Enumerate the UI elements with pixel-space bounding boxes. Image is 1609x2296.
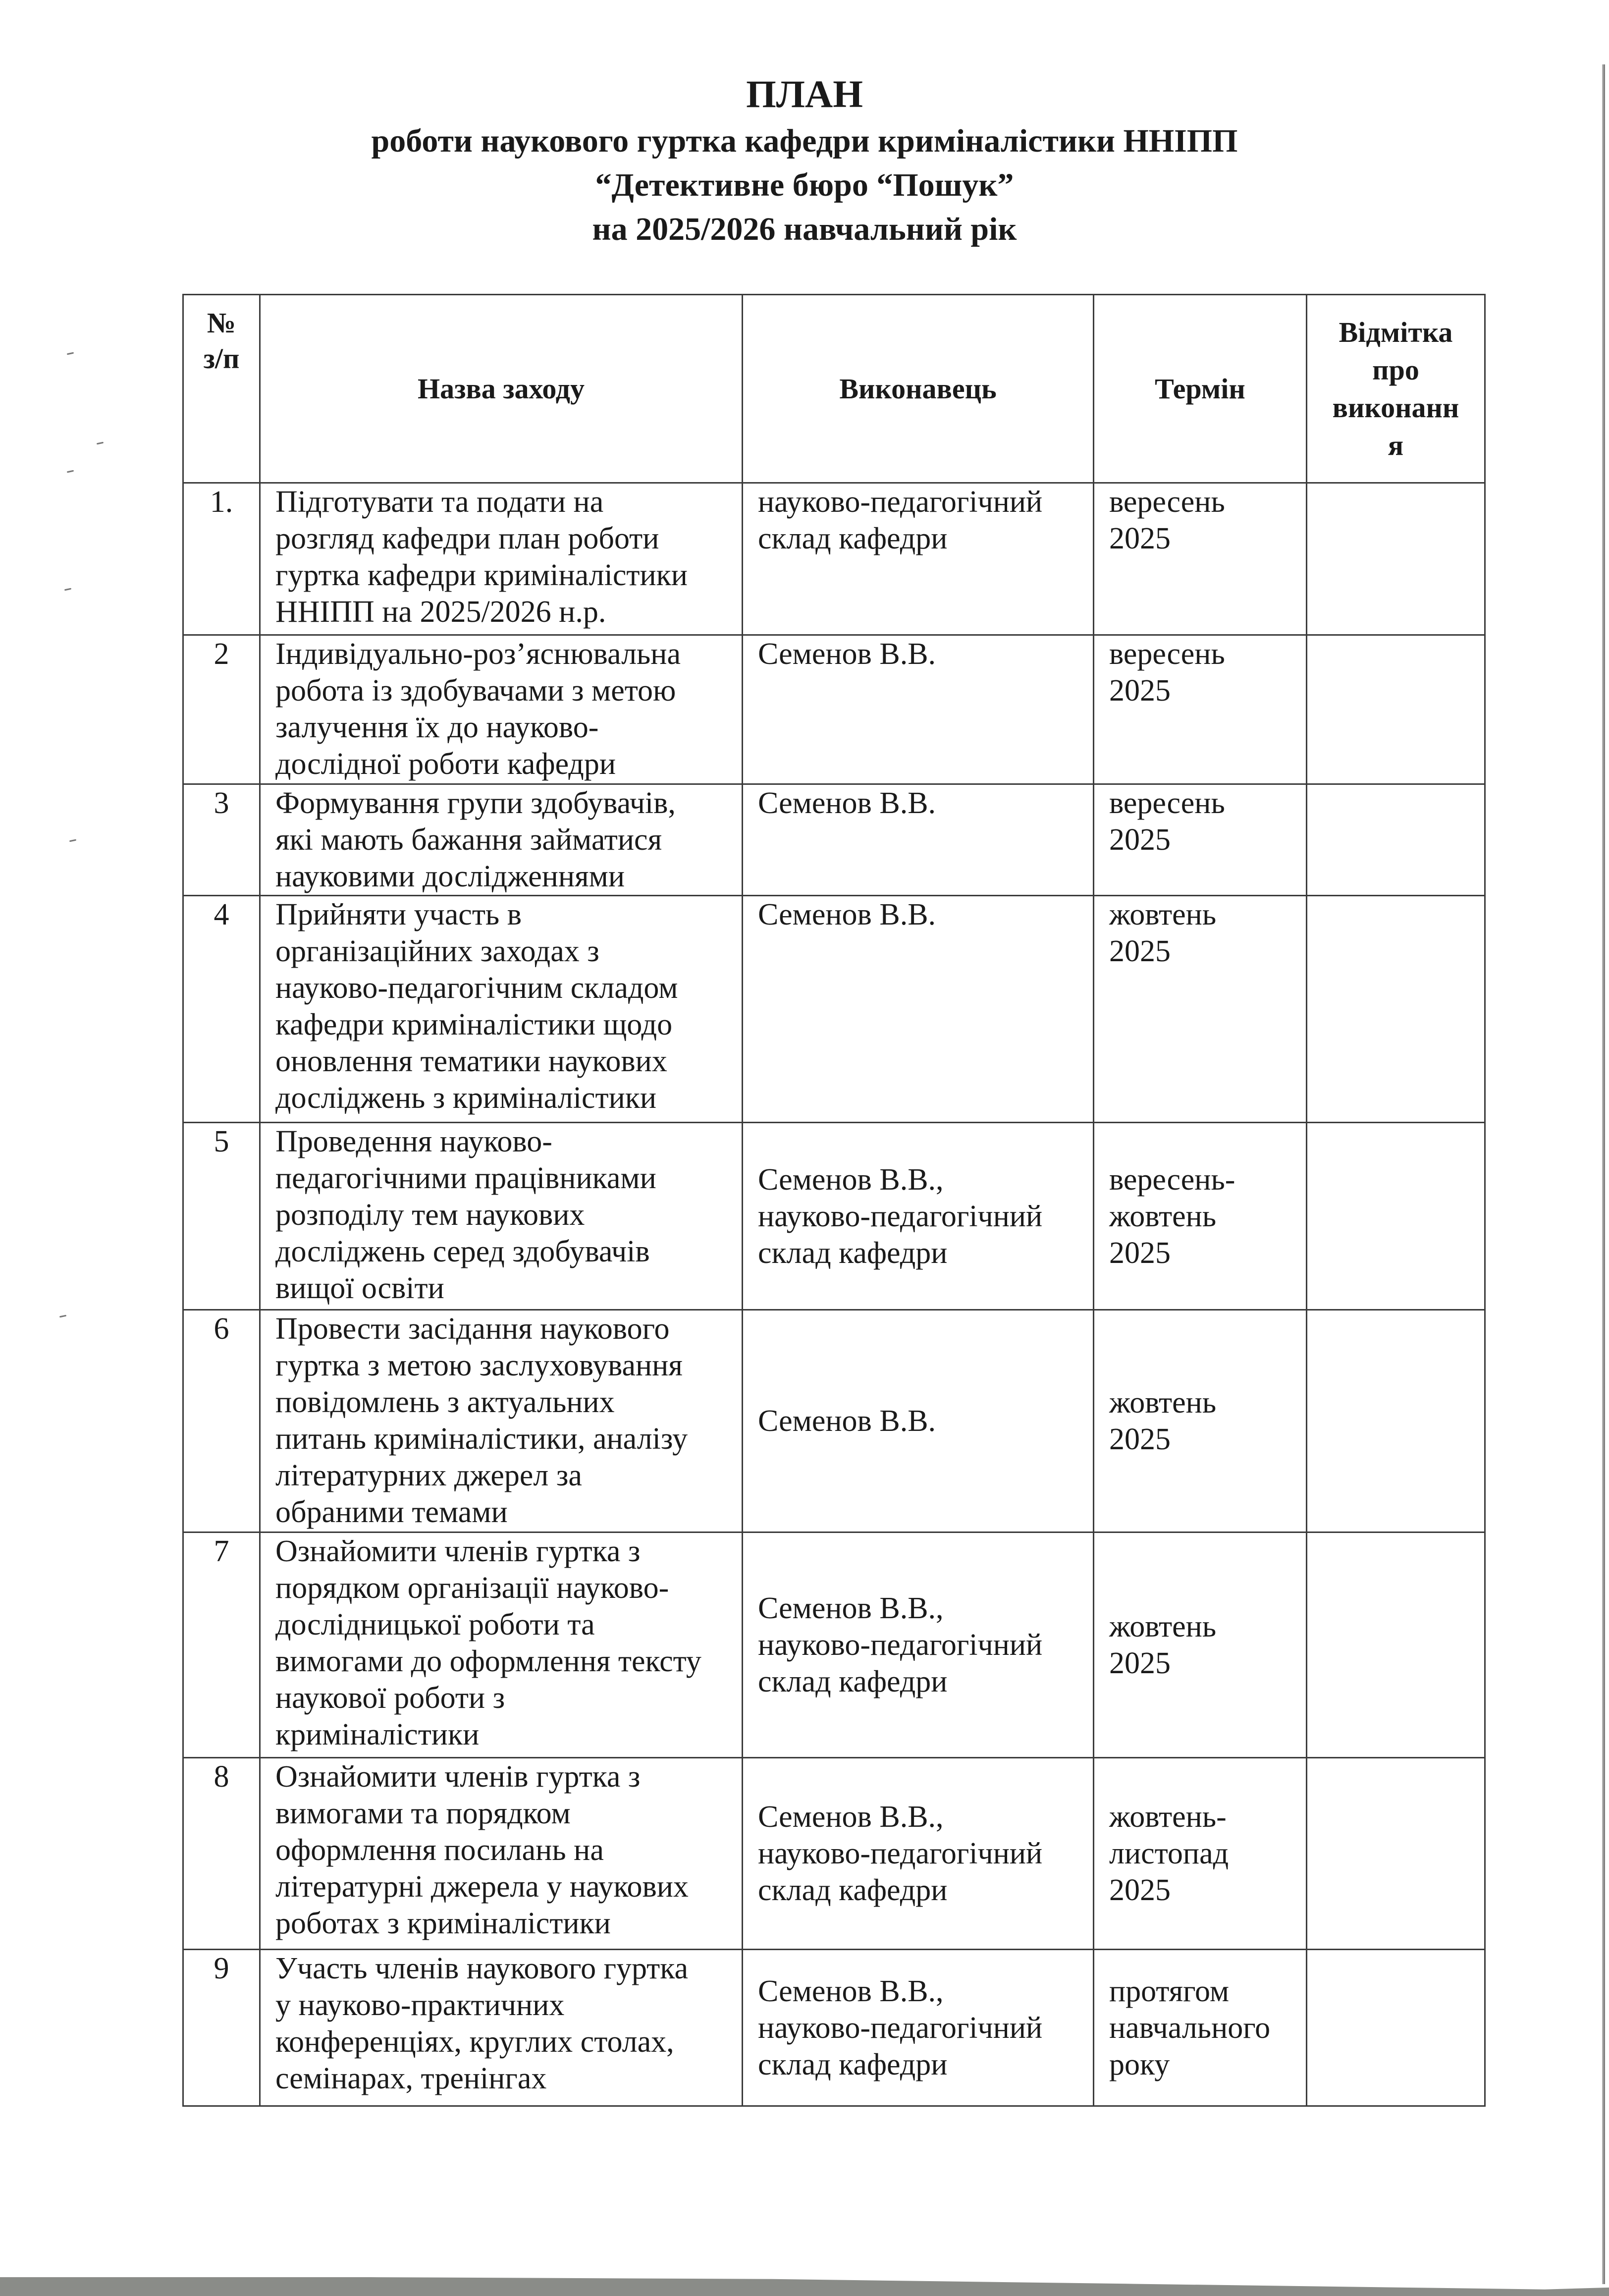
event-name-cell bbox=[260, 1310, 743, 1532]
executor: Семенов В.В. bbox=[758, 1404, 936, 1438]
table-row bbox=[183, 1310, 1485, 1532]
row-number: 2 bbox=[183, 635, 260, 784]
row-number: 1. bbox=[183, 483, 260, 635]
header-number bbox=[183, 295, 260, 483]
term-cell bbox=[1094, 483, 1307, 635]
table-row bbox=[183, 483, 1485, 635]
event-name-cell bbox=[260, 896, 743, 1123]
scan-speck bbox=[67, 352, 74, 355]
term: вересень- жовтень 2025 bbox=[1109, 1162, 1235, 1270]
scan-speck bbox=[64, 588, 71, 591]
term: жовтень 2025 bbox=[1109, 1386, 1217, 1456]
header-event-name bbox=[260, 295, 743, 483]
document-subtitle-line: роботи наукового гуртка кафедри криміналістики ННІПП bbox=[371, 123, 1238, 159]
term-cell bbox=[1094, 1950, 1307, 2106]
scan-speck bbox=[97, 442, 104, 445]
table-row bbox=[183, 1123, 1485, 1310]
completion-mark-cell bbox=[1307, 896, 1485, 1123]
term-cell bbox=[1094, 1310, 1307, 1532]
term: протягом навчального року bbox=[1109, 1974, 1271, 2081]
row-number: 6 bbox=[183, 1310, 260, 1532]
executor-cell bbox=[743, 784, 1094, 896]
completion-mark-cell bbox=[1307, 1532, 1485, 1758]
row-number: 9 bbox=[183, 1950, 260, 2106]
header-executor bbox=[743, 295, 1094, 483]
header-completion-mark bbox=[1307, 295, 1485, 483]
document-subtitle-line: “Детективне бюро “Пошук” bbox=[595, 167, 1014, 203]
executor: Семенов В.В., науково-педагогічний склад кафедри bbox=[758, 1591, 1043, 1698]
event-name: Ознайомити членів гуртка з порядком організації науково- дослідницької роботи та вимогами до оформлення тексту наукової роботи з криміналістики bbox=[275, 1534, 701, 1751]
event-name: Ознайомити членів гуртка з вимогами та порядком оформлення посилань на літературні джерела у наукових роботах з криміналістики bbox=[275, 1760, 689, 1940]
document-title-block bbox=[0, 69, 1609, 251]
event-name: Підготувати та подати на розгляд кафедри план роботи гуртка кафедри криміналістики ННІПП на 2025/2026 н.р. bbox=[275, 485, 688, 629]
executor: Семенов В.В., науково-педагогічний склад кафедри bbox=[758, 1162, 1043, 1270]
event-name-cell bbox=[260, 1532, 743, 1758]
executor-cell bbox=[743, 1532, 1094, 1758]
table-row bbox=[183, 1950, 1485, 2106]
scan-speck bbox=[59, 1315, 66, 1318]
event-name-cell bbox=[260, 483, 743, 635]
term: вересень 2025 bbox=[1109, 786, 1225, 857]
event-name-cell bbox=[260, 635, 743, 784]
table-row bbox=[183, 1532, 1485, 1758]
event-name: Проведення науково- педагогічними працівниками розподілу тем наукових досліджень серед здобувачів вищої освіти bbox=[275, 1125, 656, 1305]
table-header-row bbox=[183, 295, 1485, 483]
row-number: 3 bbox=[183, 784, 260, 896]
event-name-cell bbox=[260, 1123, 743, 1310]
scan-page-edge-bottom bbox=[0, 2277, 1609, 2296]
term-cell bbox=[1094, 1758, 1307, 1950]
executor: науково-педагогічний склад кафедри bbox=[758, 485, 1043, 555]
executor-cell bbox=[743, 1950, 1094, 2106]
event-name-cell bbox=[260, 1950, 743, 2106]
executor: Семенов В.В. bbox=[758, 786, 936, 820]
table-row bbox=[183, 784, 1485, 896]
event-name: Провести засідання наукового гуртка з метою заслуховування повідомлень з актуальних питань криміналістики, аналізу літературних джерел за обраними темами bbox=[275, 1312, 688, 1529]
header-event-name-label: Назва заходу bbox=[417, 372, 585, 405]
row-number: 5 bbox=[183, 1123, 260, 1310]
term: жовтень 2025 bbox=[1109, 898, 1217, 968]
event-name: Участь членів наукового гуртка у науково-практичних конференціях, круглих столах, семінарах, тренінгах bbox=[275, 1952, 688, 2095]
event-name: Формування групи здобувачів, які мають бажання займатися науковими дослідженнями bbox=[275, 786, 676, 893]
completion-mark-cell bbox=[1307, 1950, 1485, 2106]
event-name-cell bbox=[260, 784, 743, 896]
scan-speck bbox=[69, 839, 76, 842]
executor-cell bbox=[743, 1123, 1094, 1310]
term-cell bbox=[1094, 896, 1307, 1123]
executor: Семенов В.В., науково-педагогічний склад кафедри bbox=[758, 1800, 1043, 1907]
completion-mark-cell bbox=[1307, 784, 1485, 896]
completion-mark-cell bbox=[1307, 1758, 1485, 1950]
header-term bbox=[1094, 295, 1307, 483]
completion-mark-cell bbox=[1307, 1310, 1485, 1532]
event-name-cell bbox=[260, 1758, 743, 1950]
term-cell bbox=[1094, 1123, 1307, 1310]
scan-speck bbox=[67, 470, 74, 473]
document-title: ПЛАН bbox=[746, 72, 863, 115]
header-number-label: № з/п bbox=[203, 307, 240, 375]
document-subtitle-line: на 2025/2026 навчальний рік bbox=[592, 211, 1017, 247]
header-term-label: Термін bbox=[1155, 372, 1245, 405]
term-cell bbox=[1094, 1532, 1307, 1758]
executor-cell bbox=[743, 635, 1094, 784]
term: жовтень- листопад 2025 bbox=[1109, 1800, 1229, 1907]
executor: Семенов В.В. bbox=[758, 637, 936, 671]
plan-table bbox=[182, 294, 1486, 2107]
executor-cell bbox=[743, 483, 1094, 635]
table-row bbox=[183, 635, 1485, 784]
header-completion-mark-label: Відмітка про виконанн я bbox=[1332, 316, 1459, 461]
event-name: Прийняти участь в організаційних заходах з науково-педагогічним складом кафедри криміналістики щодо оновлення тематики наукових досліджень з криміналістики bbox=[275, 898, 678, 1115]
table-row bbox=[183, 1758, 1485, 1950]
row-number: 4 bbox=[183, 896, 260, 1123]
event-name: Індивідуально-роз’яснювальна робота із здобувачами з метою залучення їх до науково- дослідної роботи кафедри bbox=[275, 637, 681, 781]
term: вересень 2025 bbox=[1109, 637, 1225, 708]
completion-mark-cell bbox=[1307, 1123, 1485, 1310]
row-number: 7 bbox=[183, 1532, 260, 1758]
term-cell bbox=[1094, 784, 1307, 896]
completion-mark-cell bbox=[1307, 635, 1485, 784]
term: жовтень 2025 bbox=[1109, 1610, 1217, 1680]
term: вересень 2025 bbox=[1109, 485, 1225, 555]
executor-cell bbox=[743, 1310, 1094, 1532]
row-number: 8 bbox=[183, 1758, 260, 1950]
executor: Семенов В.В. bbox=[758, 898, 936, 931]
executor: Семенов В.В., науково-педагогічний склад кафедри bbox=[758, 1974, 1043, 2081]
header-executor-label: Виконавець bbox=[839, 372, 997, 405]
completion-mark-cell bbox=[1307, 483, 1485, 635]
executor-cell bbox=[743, 896, 1094, 1123]
executor-cell bbox=[743, 1758, 1094, 1950]
scan-page-edge-right bbox=[1602, 64, 1605, 2284]
term-cell bbox=[1094, 635, 1307, 784]
table-row bbox=[183, 896, 1485, 1123]
